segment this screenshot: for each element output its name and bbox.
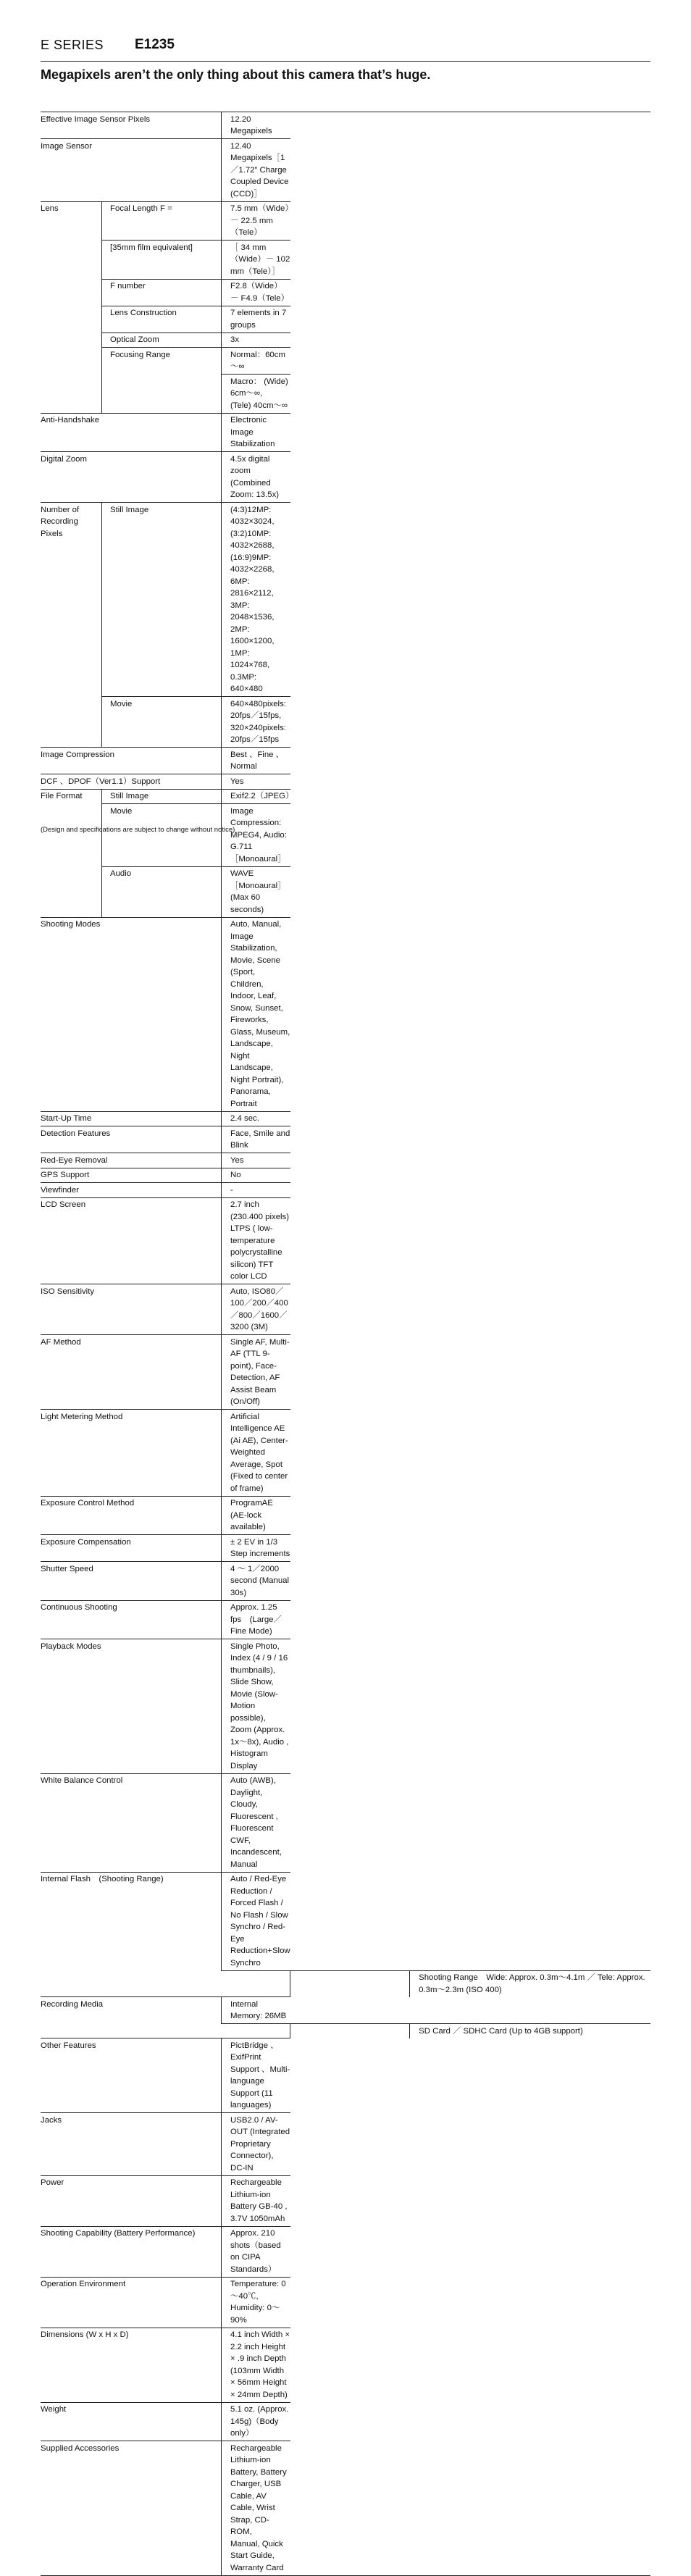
spec-row — [41, 139, 650, 202]
spec-label: Exposure Compensation — [41, 1535, 222, 1562]
spec-label: Start-Up Time — [41, 1111, 222, 1126]
spec-value: 12.40 Megapixels［1／1.72” Charge Coupled Device (CCD)］ — [222, 139, 290, 202]
spec-label: Effective Image Sensor Pixels — [41, 112, 222, 139]
spec-value: USB2.0 / AV-OUT (Integrated Proprietary Connector), DC-IN — [222, 2113, 290, 2176]
spec-row — [41, 748, 650, 774]
spec-value: F2.8（Wide）－ F4.9（Tele） — [222, 279, 290, 306]
spec-row — [41, 1126, 650, 1153]
spec-value: 640×480pixels: 20fps／15fps, 320×240pixels: 20fps／15fps — [222, 697, 290, 748]
spec-row — [41, 1997, 650, 2024]
spec-value: ± 2 EV in 1/3 Step increments — [222, 1535, 290, 1562]
spec-value: Normal：60cm～∞ — [222, 348, 290, 375]
spec-label: Weight — [41, 2402, 222, 2441]
spec-label: Red-Eye Removal — [41, 1153, 222, 1168]
spec-label: Continuous Shooting — [41, 1600, 222, 1639]
spec-row — [41, 333, 650, 348]
spec-sublabel — [290, 1970, 410, 1997]
spec-label: Recording Media — [41, 1997, 222, 2038]
spec-value: No — [222, 1168, 290, 1183]
spec-row — [41, 2441, 650, 2576]
spec-value: 7.5 mm（Wide）－ 22.5 mm（Tele） — [222, 201, 290, 241]
spec-label: Number of Recording Pixels — [41, 503, 102, 748]
spec-row — [41, 2113, 650, 2176]
spec-row — [41, 1639, 650, 1774]
spec-label: Shutter Speed — [41, 1562, 222, 1601]
spec-label: Image Compression — [41, 748, 222, 774]
spec-sublabel: Still Image — [102, 789, 222, 804]
spec-value: Auto, ISO80／100／200／400／800／1600／3200 (3M) — [222, 1284, 290, 1335]
spec-label: Light Metering Method — [41, 1410, 222, 1497]
spec-label: GPS Support — [41, 1168, 222, 1183]
spec-row — [41, 1410, 650, 1497]
spec-label: AF Method — [41, 1335, 222, 1410]
spec-value: Shooting Range Wide: Approx. 0.3m～4.1m ／ Tele: Approx. 0.3m～2.3m (ISO 400) — [410, 1970, 650, 1997]
spec-label — [222, 1970, 290, 1997]
spec-label: Jacks — [41, 2113, 222, 2176]
spec-label: File Format — [41, 789, 102, 917]
spec-label: Internal Flash (Shooting Range) — [41, 1872, 222, 1997]
spec-value: ProgramAE (AE-lock available) — [222, 1496, 290, 1535]
spec-row — [41, 1168, 650, 1183]
footnote: (Design and specifications are subject to change without notice) — [41, 826, 235, 834]
spec-value: Internal Memory: 26MB — [222, 1997, 290, 2024]
document-header — [41, 38, 650, 62]
spec-row — [41, 1562, 650, 1601]
spec-label: Dimensions (W x H x D) — [41, 2328, 222, 2402]
spec-value: 2.7 inch (230.400 pixels) LTPS ( low-temperature polycrystalline silicon) TFT color LCD — [222, 1197, 290, 1284]
spec-row — [41, 452, 650, 503]
spec-label: Shooting Capability (Battery Performance) — [41, 2226, 222, 2277]
spec-row — [41, 1773, 650, 1872]
spec-row — [41, 697, 650, 748]
spec-table-body — [41, 112, 650, 2576]
spec-row — [41, 1335, 650, 1410]
spec-sublabel: Still Image — [102, 503, 222, 697]
spec-row — [41, 1496, 650, 1535]
spec-value: Auto (AWB), Daylight, Cloudy, Fluorescent , Fluorescent CWF, Incandescent, Manual — [222, 1773, 290, 1872]
spec-label: Supplied Accessories — [41, 2441, 222, 2576]
spec-label: Operation Environment — [41, 2277, 222, 2328]
spec-row — [41, 1535, 650, 1562]
spec-row — [41, 279, 650, 306]
spec-row — [41, 917, 650, 1111]
spec-value: Single AF, Multi-AF (TTL 9-point), Face-Detection, AF Assist Beam (On/Off) — [222, 1335, 290, 1410]
page-headline: Megapixels aren’t the only thing about this camera that’s huge. — [41, 67, 431, 82]
spec-row — [41, 2402, 650, 2441]
spec-value: Rechargeable Lithium-ion Battery GB-40 , 3.7V 1050mAh — [222, 2175, 290, 2226]
spec-value: ［ 34 mm（Wide）－ 102 mm（Tele）］ — [222, 241, 290, 280]
spec-value: Single Photo, Index (4 / 9 / 16 thumbnails), Slide Show, Movie (Slow-Motion possible), Zoom (Approx. 1x～8x), Audio , Histogram Display — [222, 1639, 290, 1774]
spec-sublabel: Lens Construction — [102, 306, 222, 333]
spec-row — [41, 1183, 650, 1198]
spec-value: Image Compression: MPEG4, Audio: G.711［Monoaural］ — [222, 804, 290, 867]
spec-label: Lens — [41, 201, 102, 413]
spec-row — [41, 789, 650, 804]
spec-value: 7 elements in 7 groups — [222, 306, 290, 333]
spec-row — [41, 804, 650, 867]
spec-label: Power — [41, 2175, 222, 2226]
spec-row — [41, 1872, 650, 1970]
spec-sublabel: Movie — [102, 804, 222, 867]
spec-row — [41, 2175, 650, 2226]
spec-label: Digital Zoom — [41, 452, 222, 503]
spec-label: White Balance Control — [41, 1773, 222, 1872]
spec-value: 2.4 sec. — [222, 1111, 290, 1126]
series-label: E SERIES — [41, 38, 104, 52]
spec-row — [41, 112, 650, 139]
spec-value: Macro： (Wide) 6cm～∞, (Tele) 40cm～∞ — [222, 375, 290, 414]
spec-value: SD Card ／ SDHC Card (Up to 4GB support) — [410, 2024, 650, 2038]
spec-value: Temperature: 0～40℃, Humidity: 0～90% — [222, 2277, 290, 2328]
spec-row — [41, 413, 650, 452]
spec-sublabel: Movie — [102, 697, 222, 748]
spec-sublabel: Optical Zoom — [102, 333, 222, 348]
spec-label: ISO Sensitivity — [41, 1284, 222, 1335]
spec-sublabel: Focal Length F = — [102, 201, 222, 241]
spec-sublabel — [290, 2024, 410, 2038]
spec-label: Image Sensor — [41, 139, 222, 202]
spec-value: 4.5x digital zoom (Combined Zoom: 13.5x) — [222, 452, 290, 503]
spec-value: 4 ～ 1／2000 second (Manual 30s) — [222, 1562, 290, 1601]
spec-value: WAVE［Monoaural］(Max 60 seconds) — [222, 866, 290, 917]
spec-row — [41, 201, 650, 241]
spec-row — [41, 348, 650, 375]
spec-value: Approx. 210 shots（based on CIPA Standards） — [222, 2226, 290, 2277]
spec-value: Yes — [222, 1153, 290, 1168]
spec-row — [41, 306, 650, 333]
spec-row — [41, 241, 650, 280]
spec-row — [41, 2038, 650, 2113]
spec-value: Auto, Manual, Image Stabilization, Movie, Scene (Sport, Children, Indoor, Leaf, Snow, Sunset, Fireworks, Glass, Museum, Landscape, Night Landscape, Night Portrait), Panorama, Portrait — [222, 917, 290, 1111]
spec-value: Auto / Red-Eye Reduction / Forced Flash / No Flash / Slow Synchro / Red-Eye Reduction+Slow Synchro — [222, 1872, 290, 1970]
spec-value: Artificial Intelligence AE (Ai AE), Center-Weighted Average, Spot (Fixed to center of frame) — [222, 1410, 290, 1497]
spec-value: Electronic Image Stabilization — [222, 413, 290, 452]
spec-label: Detection Features — [41, 1126, 222, 1153]
spec-label: Other Features — [41, 2038, 222, 2113]
spec-row — [41, 1111, 650, 1126]
spec-label: Shooting Modes — [41, 917, 222, 1111]
spec-value: 5.1 oz. (Approx. 145g)（Body only） — [222, 2402, 290, 2441]
spec-value: - — [222, 1183, 290, 1198]
spec-row — [41, 503, 650, 697]
spec-row — [41, 2328, 650, 2402]
spec-sublabel: F number — [102, 279, 222, 306]
spec-row — [41, 1153, 650, 1168]
spec-label: Exposure Control Method — [41, 1496, 222, 1535]
spec-value: Face, Smile and Blink — [222, 1126, 290, 1153]
model-name: E1235 — [135, 37, 175, 52]
spec-sublabel: Audio — [102, 866, 222, 917]
spec-label: LCD Screen — [41, 1197, 222, 1284]
spec-row — [41, 866, 650, 917]
spec-row — [41, 2277, 650, 2328]
spec-value: Exif2.2（JPEG） — [222, 789, 290, 804]
spec-label: DCF 、DPOF（Ver1.1）Support — [41, 774, 222, 790]
spec-row — [41, 1197, 650, 1284]
spec-value: (4:3)12MP: 4032×3024, (3:2)10MP: 4032×2688, (16:9)9MP: 4032×2268, 6MP: 2816×2112, 3MP: 2048×1536, 2MP: 1600×1200, 1MP: 1024×768, 0.3MP: 640×480 — [222, 503, 290, 697]
spec-value: PictBridge 、ExifPrint Support 、Multi-language Support (11 languages) — [222, 2038, 290, 2113]
spec-label: Anti-Handshake — [41, 413, 222, 452]
spec-label: Viewfinder — [41, 1183, 222, 1198]
spec-value: Approx. 1.25 fps (Large／Fine Mode) — [222, 1600, 290, 1639]
spec-row — [41, 774, 650, 790]
spec-value: 12.20 Megapixels — [222, 112, 290, 139]
spec-value: Rechargeable Lithium-ion Battery, Battery Charger, USB Cable, AV Cable, Wrist Strap, CD-ROM, Manual, Quick Start Guide, Warranty Card — [222, 2441, 290, 2576]
spec-table — [41, 112, 650, 2576]
spec-value: Yes — [222, 774, 290, 790]
spec-value: Best 、Fine 、Normal — [222, 748, 290, 774]
spec-label: Playback Modes — [41, 1639, 222, 1774]
spec-sublabel: Focusing Range — [102, 348, 222, 414]
spec-row — [41, 2226, 650, 2277]
spec-row — [41, 1600, 650, 1639]
spec-sublabel: [35mm film equivalent] — [102, 241, 222, 280]
spec-value: 3x — [222, 333, 290, 348]
spec-value: 4.1 inch Width × 2.2 inch Height × .9 inch Depth (103mm Width × 56mm Height × 24mm Depth) — [222, 2328, 290, 2402]
spec-row — [41, 1284, 650, 1335]
spec-label — [222, 2024, 290, 2038]
